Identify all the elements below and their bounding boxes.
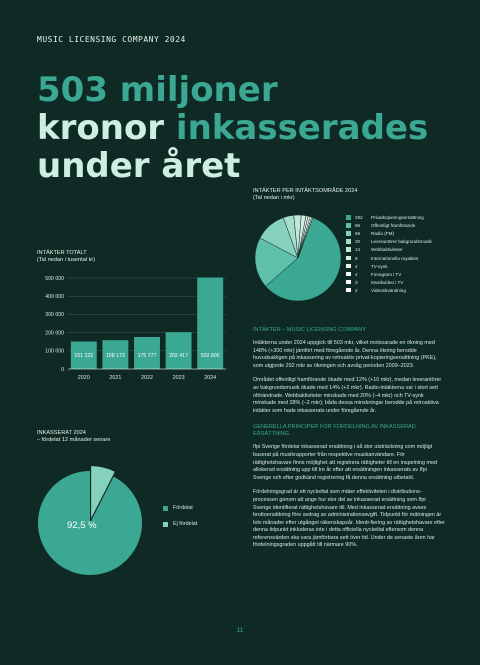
legend-value: 2 bbox=[355, 287, 358, 293]
legend-swatch-icon bbox=[346, 215, 351, 220]
legend-value: 4 bbox=[355, 263, 358, 269]
x-tick-label: 2020 bbox=[77, 375, 90, 381]
income-area-title: INTÄKTER PER INTÄKTSOMRÅDE 2024 bbox=[253, 188, 358, 194]
bar-value-label: 202 417 bbox=[169, 353, 188, 359]
headline-line-3: under året bbox=[37, 146, 241, 186]
income-text-section bbox=[253, 327, 445, 550]
legend-swatch-icon bbox=[163, 506, 168, 511]
y-tick-label: 200 000 bbox=[45, 330, 64, 337]
legend-value: 59 bbox=[355, 231, 361, 237]
x-tick-label: 2021 bbox=[109, 375, 122, 381]
headline-line-2 bbox=[37, 110, 428, 146]
headline-word-inkasserades: inkasserades bbox=[175, 108, 429, 148]
report-header-label: MUSIC LICENSING COMPANY 2024 bbox=[37, 35, 186, 44]
page-number: 11 bbox=[236, 627, 244, 634]
collected-legend-label: Ej fördelat bbox=[173, 521, 198, 527]
bar-value-label: 502 800 bbox=[200, 353, 220, 359]
bar-value-label: 158 173 bbox=[106, 353, 125, 359]
legend-value: 20 bbox=[355, 239, 361, 245]
legend-label: Leverantörer bakgrundsmusik bbox=[371, 239, 432, 245]
legend-label: Offentligt framförande bbox=[371, 223, 416, 229]
income-total-subtitle: (Tal nedan i tusental kr) bbox=[37, 257, 96, 263]
legend-value: 14 bbox=[355, 247, 361, 253]
legend-label: Radio (FM) bbox=[371, 231, 394, 237]
y-tick-label: 300 000 bbox=[45, 312, 64, 319]
legend-value: 96 bbox=[355, 223, 361, 229]
income-section-heading: INTÄKTER – MUSIC LICENSING COMPANY bbox=[253, 327, 367, 333]
headline-line-1: 503 miljoner bbox=[37, 70, 278, 110]
legend-swatch-icon bbox=[346, 239, 351, 244]
income-paragraph-2: Området offentligt framförande ökade med 12% (+10 mkr), medan leverantörer av bakgrundsmusik ökade med 14% (+2 mkr). Radio-intäkterna var i stort sett oförändrade. Webbaktiviteter minskade med 20% (–4 mkr) och TV-synk minskade med 28% (–2 mkr); båda dessa minskningar berodde på retroaktiva intäkter som hade inkasserats under föregående år. bbox=[253, 377, 442, 414]
legend-value: 3 bbox=[355, 279, 358, 285]
legend-label: TV-synk bbox=[371, 263, 388, 269]
legend-value: 4 bbox=[355, 271, 358, 277]
income-bar bbox=[166, 332, 192, 369]
collected-subtitle: – fördelat 12 månader senare bbox=[37, 437, 111, 443]
distribution-principles-heading: GENERELLA PRINCIPER FÖR FÖRDELNING AV INKASSERAD ERSÄTTNING bbox=[253, 424, 416, 438]
x-tick-label: 2022 bbox=[141, 375, 153, 381]
collected-percent-label: 92,5 % bbox=[67, 520, 97, 531]
legend-swatch-icon bbox=[346, 256, 351, 261]
income-area-legend bbox=[346, 214, 476, 294]
y-tick-label: 100 000 bbox=[45, 348, 64, 355]
y-tick-label: 0 bbox=[61, 366, 64, 373]
legend-label: Fonogram i TV bbox=[371, 271, 402, 277]
legend-swatch-icon bbox=[346, 280, 351, 285]
collected-legend bbox=[163, 505, 233, 535]
legend-value: 292 bbox=[355, 215, 363, 220]
income-paragraph-1: Intäkterna under 2024 uppgick till 503 mkr, vilket motsvarade en ökning med 148% (+300 mkr) jämfört med föregående år. Denna ökning berodde huvudsakligen på inkassering av retroaktiv privat-kopieringsersättning (PKE), som utgjorde 292 mkr av ökningen och avsåg perioden 2009–2023. bbox=[253, 340, 437, 369]
collected-title: INKASSERAT 2024 bbox=[37, 430, 86, 436]
distribution-paragraph-1: Ifpi Sverige fördelar inkasserad ersättning i så stor utsträckning som möjligt baserat på musikrapporter från respektive musikanvändare. För rättighetshavare finns möjlighet att registrera rättigheter till en inspelning med allokerad ersättning upp till tre år efter att ersättningen inkasserats av Ifpi Sverige och efter godkänd registrering få denna ersättning utbetald. bbox=[253, 444, 437, 481]
legend-value: 9 bbox=[355, 255, 358, 261]
legend-label: Videoskvändning bbox=[371, 287, 406, 293]
distribution-paragraph-2: Fördelningsgrad är ett nyckeltal som mäter effektiviteten i distributions-processen genom att ange hur stor del av inkasserad ersättning som Ifpi Sverige identifierat rättighetshavare till. Med inkasserad ersättning avses bruttoersättning före avdrag av administrationsavgift. Tidpunkt för mätningen är tolv månader efter utgånget räkenskapsår. Identi-fiering av rättighetshavare efter denna tidpunkt inkluderas inte i detta officiella nyckeltal eftersom denna referensvärden ska vara jämförbara sett över tid. Under de senaste åren har fördelningsgraden uppgått till närmare 90%. bbox=[253, 489, 445, 549]
income-total-bar-chart bbox=[30, 268, 230, 386]
legend-label: Internationella royalties bbox=[371, 255, 419, 261]
collected-pie-chart bbox=[37, 450, 177, 590]
legend-swatch-icon bbox=[346, 288, 351, 293]
x-tick-label: 2024 bbox=[204, 375, 217, 381]
collected-legend-label: Fördelat bbox=[173, 505, 193, 511]
legend-swatch-icon bbox=[346, 247, 351, 252]
legend-swatch-icon bbox=[346, 264, 351, 269]
legend-swatch-icon bbox=[163, 522, 168, 527]
legend-label: Musikvideo i TV bbox=[371, 279, 404, 285]
legend-label: Webbaktiviteter bbox=[371, 247, 403, 253]
legend-label: Privatkopieringsersättning bbox=[371, 215, 424, 220]
income-total-title: INTÄKTER TOTALT bbox=[37, 250, 87, 256]
legend-swatch-icon bbox=[346, 231, 351, 236]
income-area-pie-chart bbox=[253, 213, 343, 303]
headline-word-kronor: kronor bbox=[37, 108, 165, 148]
bar-value-label: 175 777 bbox=[137, 353, 157, 359]
legend-swatch-icon bbox=[346, 223, 351, 228]
legend-swatch-icon bbox=[346, 272, 351, 277]
bar-value-label: 151 222 bbox=[74, 353, 94, 359]
x-tick-label: 2023 bbox=[172, 375, 185, 381]
y-tick-label: 500 000 bbox=[45, 275, 64, 282]
y-tick-label: 400 000 bbox=[45, 294, 64, 300]
income-area-subtitle: (Tal nedan i mkr) bbox=[253, 195, 295, 201]
